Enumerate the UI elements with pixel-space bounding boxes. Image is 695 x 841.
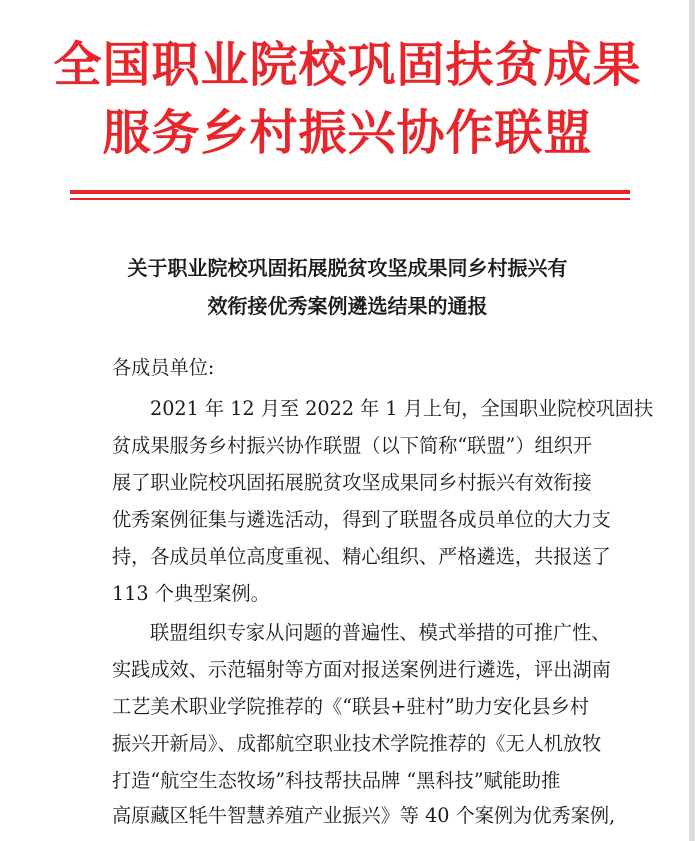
paragraph-line: 工艺美术职业学院推荐的《“联县+驻村”助力安化县乡村 [112,695,590,718]
paragraph-line: 联盟组织专家从问题的普遍性、模式举措的可推广性、 [150,621,611,644]
org-name-line-1: 全国职业院校巩固扶贫成果 [53,37,642,93]
salutation: 各成员单位: [112,356,215,379]
red-divider-thick [70,190,630,194]
notice-title-line-1: 关于职业院校巩固拓展脱贫攻坚成果同乡村振兴有 [127,256,568,280]
paragraph-line: 持，各成员单位高度重视、精心组织、严格遴选，共报送了 [112,545,611,568]
paragraph-line: 打造“航空生态牧场”科技帮扶品牌 “黑科技”赋能助推 [112,769,561,792]
red-divider-thin [70,198,630,200]
paragraph-line: 振兴开新局》、成都航空职业技术学院推荐的《无人机放牧 [112,732,602,755]
paragraph-line: 实践成效、示范辐射等方面对报送案例进行遴选，评出湖南 [112,658,611,681]
paragraph-line: 高原藏区牦牛智慧养殖产业振兴》等 40 个案例为优秀案例, [112,804,616,827]
paragraph-line: 2021 年 12 月至 2022 年 1 月上旬，全国职业院校巩固扶 [150,397,654,420]
page-edge-shadow [689,0,695,841]
paragraph-line: 优秀案例征集与遴选活动，得到了联盟各成员单位的大力支 [112,508,611,531]
paragraph-line: 展了职业院校巩固拓展脱贫攻坚成果同乡村振兴有效衔接 [112,471,592,494]
org-name-line-2: 服务乡村振兴协作联盟 [102,105,593,161]
paragraph-line: 贫成果服务乡村振兴协作联盟（以下简称“联盟”）组织开 [112,434,593,457]
paragraph-line: 113 个典型案例。 [112,582,270,605]
notice-title-line-2: 效衔接优秀案例遴选结果的通报 [207,294,488,318]
